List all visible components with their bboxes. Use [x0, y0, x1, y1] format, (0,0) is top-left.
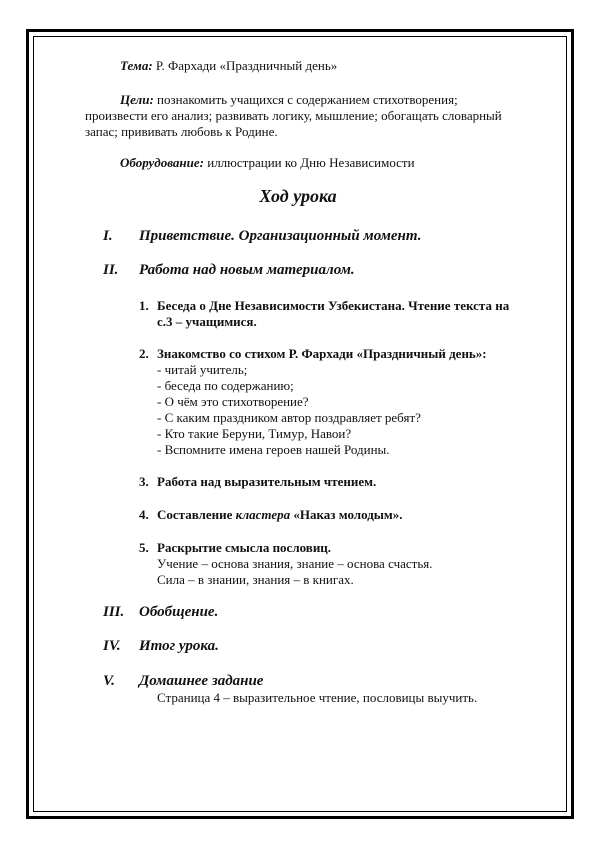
item-sub-line: - Вспомните имена героев нашей Родины. [157, 442, 390, 457]
tema-line [120, 58, 337, 74]
tema-label: Тема: [120, 58, 153, 73]
section-heading: Домашнее задание [139, 673, 264, 689]
item-4-italic: кластера [235, 507, 291, 522]
item-sub-line: Сила – в знании, знания – в книгах. [157, 572, 354, 587]
item-line: Беседа о Дне Независимости Узбекистана. Чтение текста на [157, 298, 510, 313]
item-4-post: «Наказ молодым». [290, 507, 403, 522]
oborud-text: иллюстрации ко Дню Независимости [203, 155, 415, 170]
item-line: Знакомство со стихом Р. Фархади «Праздничный день»: [157, 346, 487, 361]
item-line: Работа над выразительным чтением. [157, 474, 377, 489]
homework-text: Страница 4 – выразительное чтение, пословицы выучить. [157, 690, 478, 705]
celi-text-2: произвести его анализ; развивать логику, мышление; обогащать словарный [85, 108, 502, 123]
celi-label: Цели: [120, 92, 154, 107]
section-heading: Итог урока. [139, 638, 219, 654]
item-sub-line: Учение – основа знания, знание – основа счастья. [157, 556, 433, 571]
section-num: III. [103, 604, 125, 620]
section-heading: Работа над новым материалом. [139, 262, 355, 278]
item-num: 4. [139, 507, 149, 522]
item-num: 3. [139, 474, 149, 489]
item-sub-line: - Кто такие Беруни, Тимур, Навои? [157, 426, 352, 441]
section-num: II. [103, 262, 119, 278]
item-line: с.3 – учащимися. [157, 314, 257, 329]
item-sub-line: - читай учитель; [157, 362, 248, 377]
section-num: I. [103, 228, 113, 244]
item-4-pre: Составление [157, 507, 236, 522]
section-num: IV. [103, 638, 121, 654]
item-num: 5. [139, 540, 149, 555]
section-num: V. [103, 673, 115, 689]
oborud-label: Оборудование: [120, 155, 204, 170]
item-sub-line: - О чём это стихотворение? [157, 394, 309, 409]
oborud-line [120, 155, 415, 171]
tema-text: Р. Фархади «Праздничный день» [152, 58, 338, 73]
item-line [157, 507, 403, 523]
section-heading: Обобщение. [139, 604, 219, 620]
section-heading: Приветствие. Организационный момент. [139, 228, 422, 244]
celi-text-3: запас; прививать любовь к Родине. [85, 124, 278, 139]
item-sub-line: - С каким праздником автор поздравляет ребят? [157, 410, 421, 425]
celi-text-1: познакомить учащихся с содержанием стихотворения; [153, 92, 458, 107]
item-num: 1. [139, 298, 149, 313]
celi-line [120, 92, 458, 108]
lesson-title: Ход урока [259, 186, 337, 206]
item-num: 2. [139, 346, 149, 361]
item-sub-line: - беседа по содержанию; [157, 378, 294, 393]
item-line: Раскрытие смысла пословиц. [157, 540, 332, 555]
